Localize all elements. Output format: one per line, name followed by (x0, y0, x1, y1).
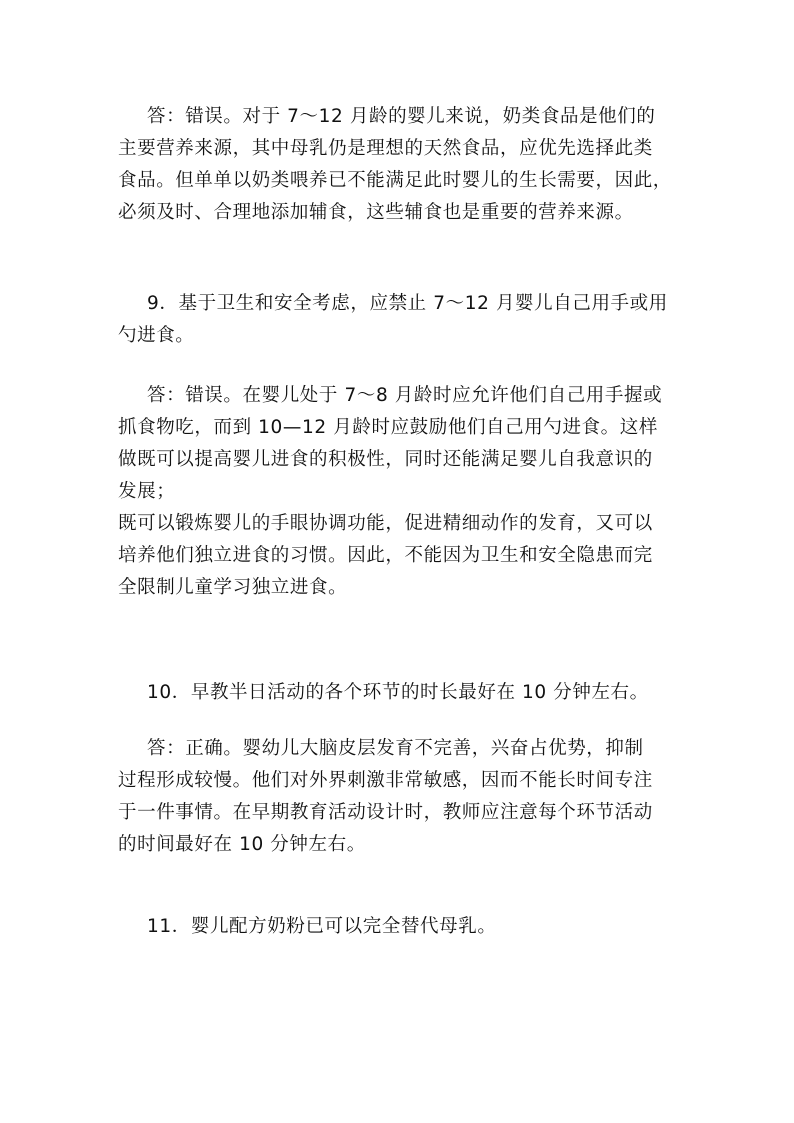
text-line: 于一件事情。在早期教育活动设计时，教师应注意每个环节活动 (118, 802, 653, 823)
text-line: 9．基于卫生和安全考虑，应禁止 7～12 月婴儿自己用手或用 (147, 293, 668, 314)
text-line: 答：正确。婴幼儿大脑皮层发育不完善，兴奋占优势，抑制 (147, 738, 644, 759)
question-paragraph-11 (118, 911, 678, 943)
text-line: 的时间最好在 10 分钟左右。 (118, 834, 366, 855)
answer-paragraph-9 (118, 380, 678, 604)
answer-paragraph-8 (118, 101, 678, 229)
text-line: 必须及时、合理地添加辅食，这些辅食也是重要的营养来源。 (118, 202, 634, 223)
text-line: 勺进食。 (118, 325, 195, 346)
text-line: 答：错误。在婴儿处于 7～8 月龄时应允许他们自己用手握或 (147, 385, 663, 406)
text-line: 既可以锻炼婴儿的手眼协调功能，促进精细动作的发育，又可以 (118, 513, 653, 534)
answer-paragraph-10 (118, 733, 678, 861)
text-line: 主要营养来源，其中母乳仍是理想的天然食品，应优先选择此类 (118, 138, 653, 159)
question-paragraph-10 (118, 677, 678, 709)
text-line: 全限制儿童学习独立进食。 (118, 577, 348, 598)
text-line: 10．早教半日活动的各个环节的时长最好在 10 分钟左右。 (147, 682, 649, 703)
text-line: 过程形成较慢。他们对外界刺激非常敏感，因而不能长时间专注 (118, 770, 653, 791)
text-line: 食品。但单单以奶类喂养已不能满足此时婴儿的生长需要，因此， (118, 170, 672, 191)
text-line: 做既可以提高婴儿进食的积极性，同时还能满足婴儿自我意识的 (118, 449, 653, 470)
text-line: 答：错误。对于 7～12 月龄的婴儿来说，奶类食品是他们的 (147, 106, 656, 127)
text-line: 11．婴儿配方奶粉已可以完全替代母乳。 (147, 916, 497, 937)
text-line: 抓食物吃，而到 10—12 月龄时应鼓励他们自己用勺进食。这样 (118, 417, 658, 438)
text-line: 培养他们独立进食的习惯。因此，不能因为卫生和安全隐患而完 (118, 545, 653, 566)
text-line: 发展； (118, 481, 176, 502)
question-paragraph-9 (118, 288, 678, 352)
